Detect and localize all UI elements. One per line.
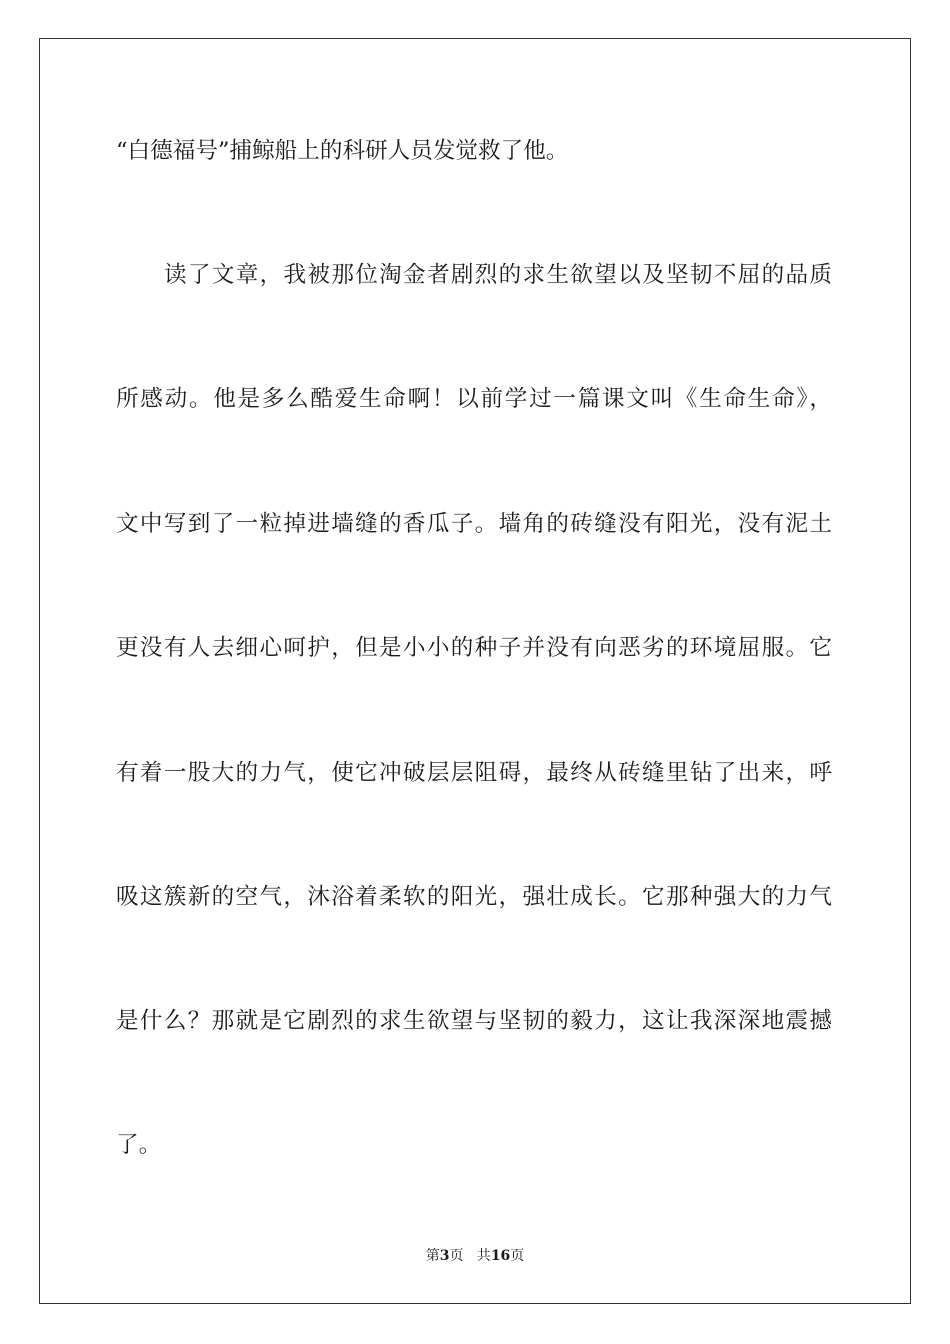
paragraph-line-7: 吸这簇新的空气，沐浴着柔软的阳光，强壮成长。它那种强大的力气 [116,884,832,910]
footer-prefix: 第 [425,1248,440,1264]
page-footer [0,1246,950,1266]
total-pages-number: 16 [490,1248,511,1264]
paragraph-line-2: 读了文章，我被那位淘金者剧烈的求生欲望以及坚韧不屈的品质 [164,262,832,288]
paragraph-line-6: 有着一股大的力气，使它冲破层层阻碍，最终从砖缝里钻了出来，呼 [116,760,832,786]
paragraph-line-1: “白德福号”捕鲸船上的科研人员发觉救了他。 [116,138,569,164]
paragraph-line-4: 文中写到了一粒掉进墙缝的香瓜子。墙角的砖缝没有阳光，没有泥土 [116,511,832,537]
paragraph-line-8: 是什么？那就是它剧烈的求生欲望与坚韧的毅力，这让我深深地震撼 [116,1008,832,1034]
paragraph-line-3: 所感动。他是多么酷爱生命啊！以前学过一篇课文叫《生命生命》， [116,386,832,412]
footer-middle: 页 共 [449,1248,491,1264]
current-page-number: 3 [439,1248,450,1264]
footer-suffix: 页 [510,1248,525,1264]
page-border [39,38,911,1304]
paragraph-line-9: 了。 [116,1132,162,1158]
paragraph-line-5: 更没有人去细心呵护，但是小小的种子并没有向恶劣的环境屈服。它 [116,635,832,661]
